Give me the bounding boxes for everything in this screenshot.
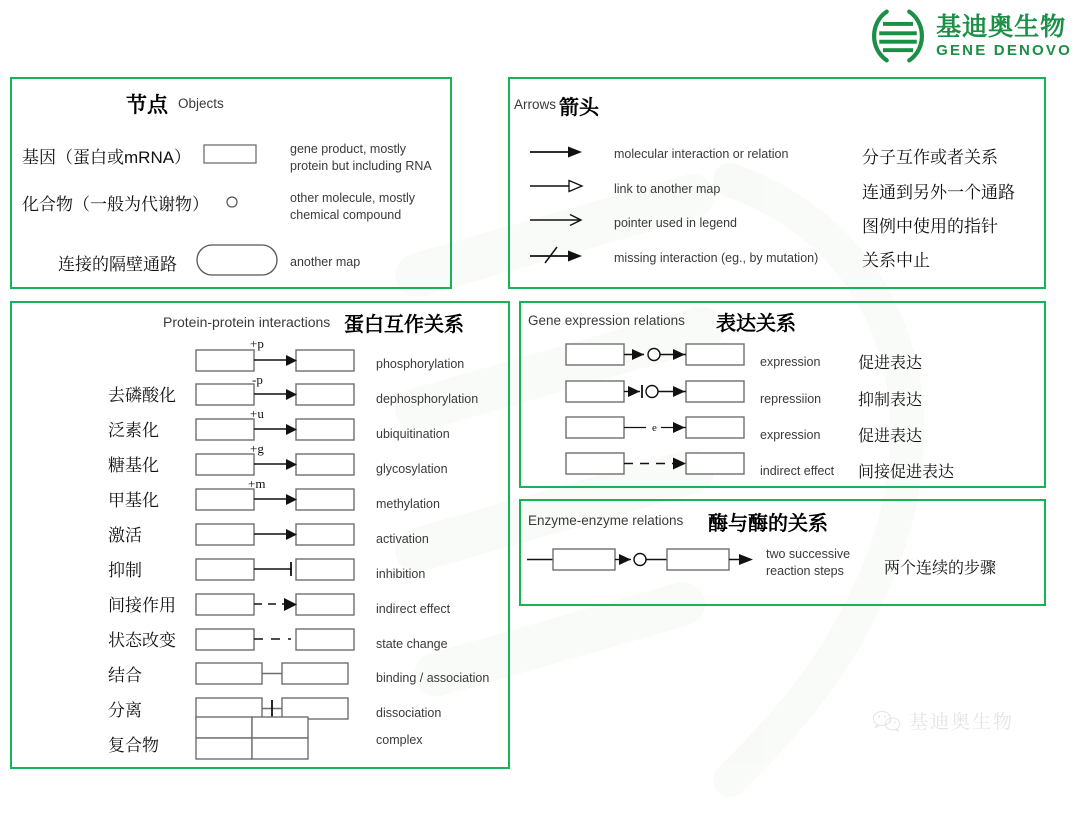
ppi-row-6-desc: inhibition: [376, 567, 426, 581]
ppi-row-4-label: 甲基化: [108, 491, 159, 510]
dna-helix-icon: [868, 6, 928, 66]
another-map-rounded-rect-icon: [196, 243, 282, 279]
ppi-row-5-desc: activation: [376, 532, 429, 546]
ppi-row-11-label: 复合物: [108, 736, 159, 755]
objects-row-1-desc: other molecule, mostly chemical compound: [290, 191, 416, 222]
ppi-row-7-glyph: [196, 584, 356, 618]
ppi-row-11-desc: complex: [376, 733, 423, 747]
ppi-row-6-label: 抑制: [108, 561, 142, 580]
ppi-row-0-desc: phosphorylation: [376, 357, 465, 371]
thin-arrow-icon: [528, 210, 588, 230]
gene-row-2-glyph: [566, 414, 746, 444]
ppi-row-9-label: 结合: [108, 666, 142, 685]
brand-name-cn: 基迪奥生物: [936, 12, 1067, 41]
arrows-title-en: Arrows: [514, 97, 557, 112]
gene-row-0-desc-cn: 促进表达: [858, 355, 923, 372]
gene-row-1-desc-en: repressiion: [760, 392, 822, 406]
objects-title-en: Objects: [178, 96, 224, 111]
ppi-row-6-glyph: [196, 549, 356, 583]
objects-title-cn: 节点: [126, 94, 168, 117]
enzyme-title-en: Enzyme-enzyme relations: [528, 513, 684, 528]
arrows-row-3-desc-cn: 关系中止: [862, 251, 930, 270]
ppi-title-cn: 蛋白互作关系: [344, 314, 464, 336]
brand-logo: [868, 6, 1072, 66]
gene-title-en: Gene expression relations: [528, 313, 685, 328]
arrows-row-0-desc-cn: 分子互作或者关系: [862, 148, 998, 167]
wechat-icon: [872, 710, 902, 732]
ppi-row-2-glyph: [196, 409, 356, 443]
hollow-arrow-icon: [528, 176, 588, 196]
ppi-row-3-label: 糖基化: [108, 456, 159, 475]
compound-circle-icon: [224, 192, 242, 210]
ppi-row-4-desc: methylation: [376, 497, 440, 511]
ppi-row-10-label: 分离: [108, 701, 142, 720]
gene-row-2-desc-en: expression: [760, 428, 821, 442]
ppi-row-7-desc: indirect effect: [376, 602, 451, 616]
enzyme-row-0-desc-en: two successive reaction steps: [766, 547, 851, 578]
gene-row-0-glyph: [566, 341, 746, 371]
brand-name-en: GENE DENOVO: [936, 41, 1072, 59]
ppi-row-8-label: 状态改变: [108, 631, 176, 650]
gene-row-2-desc-cn: 促进表达: [858, 428, 923, 445]
wechat-watermark-text: 基迪奥生物: [909, 712, 1015, 733]
ppi-row-1-glyph: [196, 374, 356, 408]
ppi-row-5-label: 激活: [108, 526, 142, 545]
ppi-row-7-label: 间接作用: [108, 596, 176, 615]
gene-row-3-desc-en: indirect effect: [760, 464, 835, 478]
objects-row-0-label: 基因（蛋白或mRNA）: [22, 148, 192, 167]
enzyme-row-0-desc-cn: 两个连续的步骤: [884, 560, 997, 577]
gene-row-3-glyph: [566, 450, 746, 480]
ppi-row-0-modifier: +p: [250, 336, 264, 351]
ppi-row-11-glyph: [196, 715, 356, 767]
ppi-row-3-desc: glycosylation: [376, 462, 448, 476]
arrows-row-2-desc-en: pointer used in legend: [614, 216, 738, 230]
gene-row-1-glyph: [566, 378, 746, 408]
enzyme-row-0-glyph: [527, 546, 757, 576]
arrows-row-2-desc-cn: 图例中使用的指针: [862, 217, 998, 236]
svg-text:e: e: [652, 422, 657, 434]
arrows-row-0-desc-en: molecular interaction or relation: [614, 147, 789, 161]
slashed-arrow-icon: [528, 244, 588, 266]
ppi-row-9-desc: binding / association: [376, 671, 490, 685]
arrows-row-1-desc-en: link to another map: [614, 182, 721, 196]
ppi-row-1-label: 去磷酸化: [108, 386, 176, 405]
ppi-row-1-modifier: -p: [252, 372, 263, 387]
gene-row-0-desc-en: expression: [760, 355, 821, 369]
arrows-title-cn: 箭头: [559, 97, 599, 119]
ppi-row-2-label: 泛素化: [108, 421, 159, 440]
gene-product-rect-icon: [203, 142, 263, 166]
ppi-row-5-glyph: [196, 514, 356, 548]
ppi-row-4-glyph: [196, 479, 356, 513]
wechat-watermark: [872, 707, 1014, 734]
objects-row-0-desc: gene product, mostly protein but including RNA: [290, 142, 432, 173]
ppi-title-en: Protein-protein interactions: [163, 314, 331, 330]
ppi-row-2-desc: ubiquitination: [376, 427, 450, 441]
ppi-row-2-modifier: +u: [250, 406, 264, 421]
solid-arrow-icon: [528, 142, 588, 162]
ppi-row-8-glyph: [196, 619, 356, 653]
objects-row-2-label: 连接的隔壁通路: [58, 255, 177, 274]
ppi-row-9-glyph: [196, 653, 356, 687]
ppi-row-3-glyph: [196, 444, 356, 478]
gene-title-cn: 表达关系: [716, 313, 796, 335]
arrows-row-1-desc-cn: 连通到另外一个通路: [862, 183, 1015, 202]
gene-row-1-desc-cn: 抑制表达: [858, 392, 923, 409]
ppi-row-4-modifier: +m: [248, 476, 266, 491]
ppi-row-8-desc: state change: [376, 637, 448, 651]
ppi-row-0-glyph: [196, 340, 356, 374]
ppi-row-1-desc: dephosphorylation: [376, 392, 479, 406]
arrows-row-3-desc-en: missing interaction (eg., by mutation): [614, 251, 819, 265]
ppi-row-10-desc: dissociation: [376, 706, 442, 720]
gene-row-3-desc-cn: 间接促进表达: [858, 464, 955, 481]
objects-row-1-label: 化合物（一般为代谢物）: [22, 195, 209, 214]
enzyme-title-cn: 酶与酶的关系: [708, 513, 828, 535]
objects-row-2-desc: another map: [290, 255, 361, 269]
ppi-row-3-modifier: +g: [250, 441, 264, 456]
